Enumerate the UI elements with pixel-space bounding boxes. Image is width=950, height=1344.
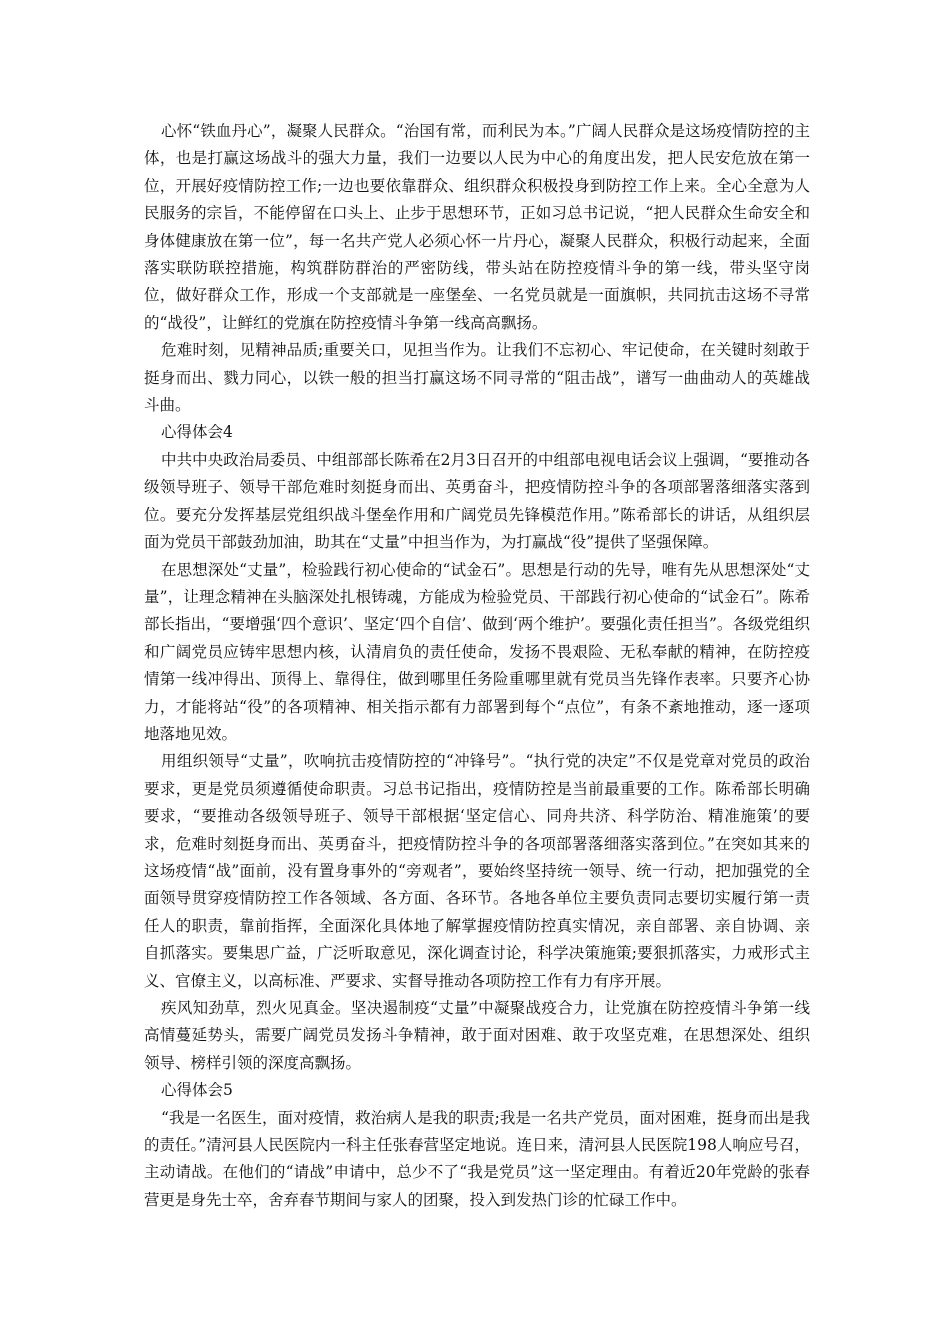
- section-heading-4: 心得体会4: [161, 423, 233, 442]
- section-heading-5: 心得体会5: [161, 1081, 233, 1100]
- paragraph-1: 心怀“铁血丹心”，凝聚人民群众。“治国有常，而利民为本。”广阔人民群众是这场疫情防控的主体，也是打赢这场战斗的强大力量，我们一边要以人民为中心的角度出发，把人民安危放在第一位，开展好疫情防控工作;一边也要依靠群众、组织群众积极投身到防控工作上来。全心全意为人民服务的宗旨，不能停留在口头上、止步于思想环节，正如习总书记说，“把人民群众生命安全和身体健康放在第一位”，每一名共产党人必须心怀一片丹心，凝聚人民群众，积极行动起来，全面落实联防联控措施，构筑群防群治的严密防线，带头站在防控疫情斗争的第一线，带头坚守岗位，做好群众工作，形成一个支部就是一座堡垒、一名党员就是一面旗帜，共同抗击这场不寻常的“战役”，让鲜红的党旗在防控疫情斗争第一线高高飘扬。: [144, 122, 810, 332]
- paragraph-6: 疾风知劲草，烈火见真金。坚决遏制疫“丈量”中凝聚战疫合力，让党旗在防控疫情斗争第一线高情蔓延势头，需要广阔党员发扬斗争精神，敢于面对困难、敢于攻坚克难，在思想深处、组织领导、榜样引领的深度高飘扬。: [144, 999, 810, 1072]
- paragraph-2: 危难时刻，见精神品质;重要关口，见担当作为。让我们不忘初心、牢记使命，在关键时刻敢于挺身而出、戮力同心，以铁一般的担当打赢这场不同寻常的“阻击战”，谱写一曲曲动人的英雄战斗曲。: [144, 341, 810, 415]
- paragraph-7: “我是一名医生，面对疫情，救治病人是我的职责;我是一名共产党员，面对困难，挺身而出是我的责任。”清河县人民医院内一科主任张春营坚定地说。连日来，清河县人民医院198人响应号召，主动请战。在他们的“请战”申请中，总少不了“我是党员”这一坚定理由。有着近20年党龄的张春营更是身先士卒，舍弃春节期间与家人的团聚，投入到发热门诊的忙碌工作中。: [144, 1108, 810, 1209]
- paragraph-5: 用组织领导“丈量”，吹响抗击疫情防控的“冲锋号”。“执行党的决定”不仅是党章对党员的政治要求，更是党员须遵循使命职责。习总书记指出，疫情防控是当前最重要的工作。陈希部长明确要求，“要推动各级领导班子、领导干部根据‘坚定信心、同舟共济、科学防治、精准施策’的要求，危难时刻挺身而出、英勇奋斗，把疫情防控斗争的各项部署落细落实落到位。”在突如其来的这场疫情“战”面前，没有置身事外的“旁观者”，要始终坚持统一领导、统一行动，把加强党的全面领导贯穿疫情防控工作各领域、各方面、各环节。各地各单位主要负责同志要切实履行第一责任人的职责，靠前指挥，全面深化具体地了解掌握疫情防控真实情况，亲自部署、亲自协调、亲自抓落实。要集思广益，广泛听取意见，深化调查讨论，科学决策施策;要狠抓落实，力戒形式主义、官僚主义，以高标准、严要求、实督导推动各项防控工作有力有序开展。: [144, 752, 810, 990]
- paragraph-3: 中共中央政治局委员、中组部部长陈希在2月3日召开的中组部电视电话会议上强调，“要推动各级领导班子、领导干部危难时刻挺身而出、英勇奋斗，把疫情防控斗争的各项部署落细落实落到位。要充分发挥基层党组织战斗堡垒作用和广阔党员先锋模范作用。”陈希部长的讲话，从组织层面为党员干部鼓劲加油，助其在“丈量”中担当作为，为打赢战“役”提供了坚强保障。: [144, 450, 810, 552]
- document-body: [144, 118, 810, 1214]
- paragraph-4: 在思想深处“丈量”，检验践行初心使命的“试金石”。思想是行动的先导，唯有先从思想深处“丈量”，让理念精神在头脑深处扎根铸魂，方能成为检验党员、干部践行初心使命的“试金石”。陈希部长指出，“要增强‘四个意识’、坚定‘四个自信’、做到‘两个维护’。要强化责任担当”。各级党组织和广阔党员应铸牢思想内核，认清肩负的责任使命，发扬不畏艰险、无私奉献的精神，在防控疫情第一线冲得出、顶得上、靠得住，做到哪里任务险重哪里就有党员当先锋作表率。只要齐心协力，才能将站“役”的各项精神、相关指示都有力部署到每个“点位”，有条不紊地推动，逐一逐项地落地见效。: [144, 560, 810, 743]
